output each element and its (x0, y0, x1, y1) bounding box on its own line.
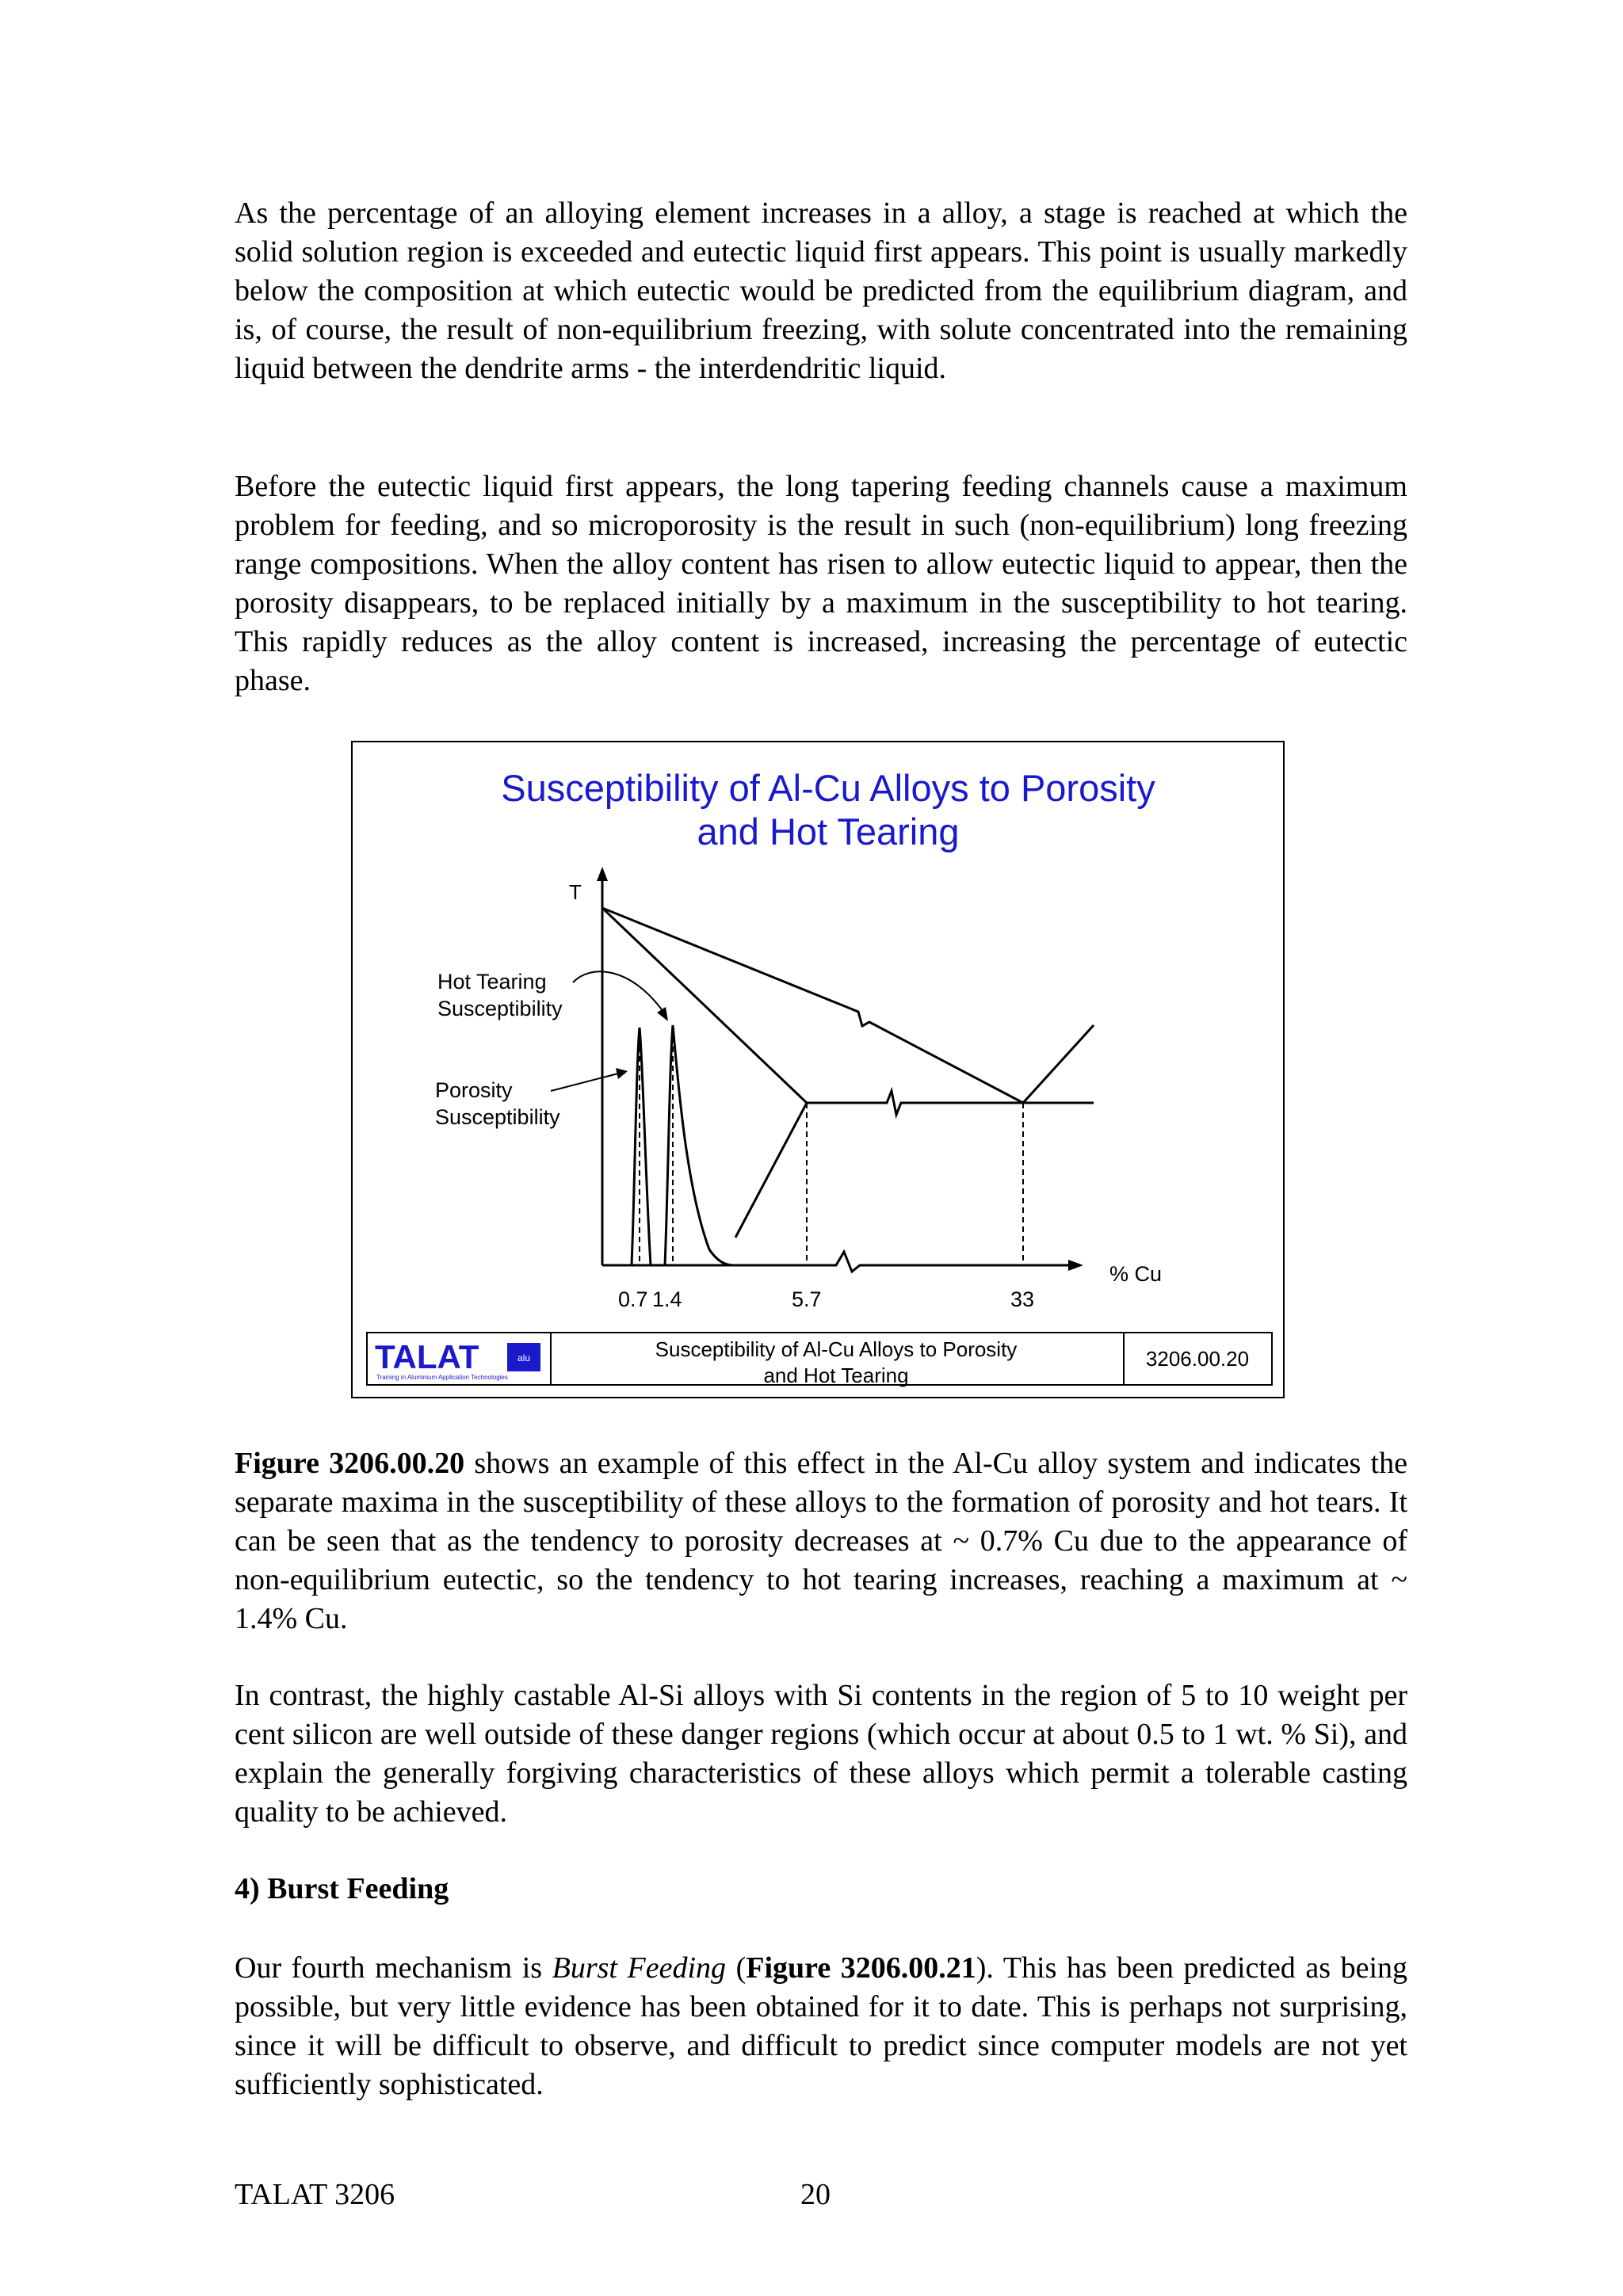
porosity-arrowhead (616, 1068, 628, 1079)
figure-3206-00-20 (351, 741, 1285, 1398)
figure-title-line2: and Hot Tearing (697, 810, 960, 852)
x-axis-label: % Cu (1109, 1262, 1163, 1286)
caption-title-line2: and Hot Tearing (763, 1363, 909, 1387)
paragraph-5-text-b: ( (726, 1951, 747, 1985)
paragraph-3 (235, 1444, 1407, 1638)
porosity-arrow (551, 1074, 618, 1091)
paragraph-4: In contrast, the highly castable Al-Si alloys with Si contents in the region of 5 to 10 weight per cent silicon are well outside of these danger regions (which occur at about 0.5 to 1 wt. % Si), and explain the generally forgiving characteristics of these alloys which permit a tolerable casting quality to be achieved. (235, 1679, 1407, 1829)
hot-tearing-arrow (573, 971, 663, 1012)
tick-label-5-7: 5.7 (792, 1287, 822, 1311)
liquidus-line-lower (602, 908, 807, 1103)
tick-label-1-4: 1.4 (652, 1287, 682, 1311)
figure-title-line1: Susceptibility of Al-Cu Alloys to Porosity (501, 767, 1155, 809)
caption-figure-number: 3206.00.20 (1145, 1347, 1250, 1371)
label-hot-tearing-line2: Susceptibility (437, 997, 563, 1020)
solidus-line (735, 1103, 807, 1238)
y-axis-arrow (597, 867, 608, 881)
eutectic-line (807, 1091, 1094, 1115)
liquidus-line-right (1023, 1025, 1094, 1103)
paragraph-5 (235, 1949, 1407, 2104)
talat-logo-badge-text: alu (517, 1352, 531, 1363)
talat-logo-subtitle: Training in Aluminium Application Technologies (376, 1374, 508, 1381)
porosity-susceptibility-peak (632, 1028, 651, 1265)
x-axis (602, 1252, 1070, 1272)
tick-label-33: 33 (1010, 1287, 1035, 1311)
label-hot-tearing-line1: Hot Tearing (437, 970, 547, 994)
hot-tearing-susceptibility-peak (665, 1025, 733, 1265)
paragraph-5-text-a: Our fourth mechanism is (235, 1951, 552, 1985)
tick-label-0-7: 0.7 (618, 1287, 648, 1311)
section-heading-burst-feeding: 4) Burst Feeding (235, 1872, 449, 1905)
paragraph-5-text-c: ). This has been predicted as being possible, but very little evidence has been obtained for it to date. This is perhaps not surprising, since it will be difficult to observe, and difficult to predict since computer models are not yet sufficiently sophisticated. (235, 1951, 1408, 2101)
paragraph-2: Before the eutectic liquid first appears, the long tapering feeding channels cause a maximum problem for feeding, and so microporosity is the result in such (non-equilibrium) long freezing range compositions. When the alloy content has risen to allow eutectic liquid to appear, then the porosity disappears, to be replaced initially by a maximum in the susceptibility to hot tearing. This rapidly reduces as the alloy content is increased, increasing the percentage of eutectic phase. (235, 470, 1407, 697)
talat-logo-text: TALAT (375, 1338, 479, 1375)
paragraph-1: As the percentage of an alloying element increases in a alloy, a stage is reached at which the solid solution region is exceeded and eutectic liquid first appears. This point is usually markedly below the composition at which eutectic would be predicted from the equilibrium diagram, and is, of course, the result of non-equilibrium freezing, with solute concentrated into the remaining liquid between the dendrite arms - the interdendritic liquid. (235, 196, 1407, 385)
label-porosity-line2: Susceptibility (435, 1105, 560, 1129)
footer-doc-id: TALAT 3206 (235, 2178, 395, 2211)
caption-title-line1: Susceptibility of Al-Cu Alloys to Porosity (655, 1337, 1018, 1361)
paragraph-3-text: shows an example of this effect in the Al-Cu alloy system and indicates the separate maxima in the susceptibility of these alloys to the formation of porosity and hot tears. It can be seen that as the tendency to porosity decreases at ~ 0.7% Cu due to the appearance of non-equilibrium eutectic, so the tendency to hot tearing increases, reaching a maximum at ~ 1.4% Cu. (235, 1447, 1407, 1635)
figure-reference-21: Figure 3206.00.21 (746, 1951, 976, 1985)
label-porosity-line1: Porosity (435, 1078, 513, 1102)
burst-feeding-term: Burst Feeding (552, 1951, 727, 1985)
liquidus-line-upper (602, 908, 1023, 1103)
footer-page-number: 20 (800, 2178, 831, 2211)
hot-tearing-arrowhead (657, 1007, 668, 1021)
y-axis-label: T (569, 880, 582, 904)
figure-reference: Figure 3206.00.20 (235, 1447, 465, 1480)
x-axis-arrow (1068, 1260, 1083, 1271)
